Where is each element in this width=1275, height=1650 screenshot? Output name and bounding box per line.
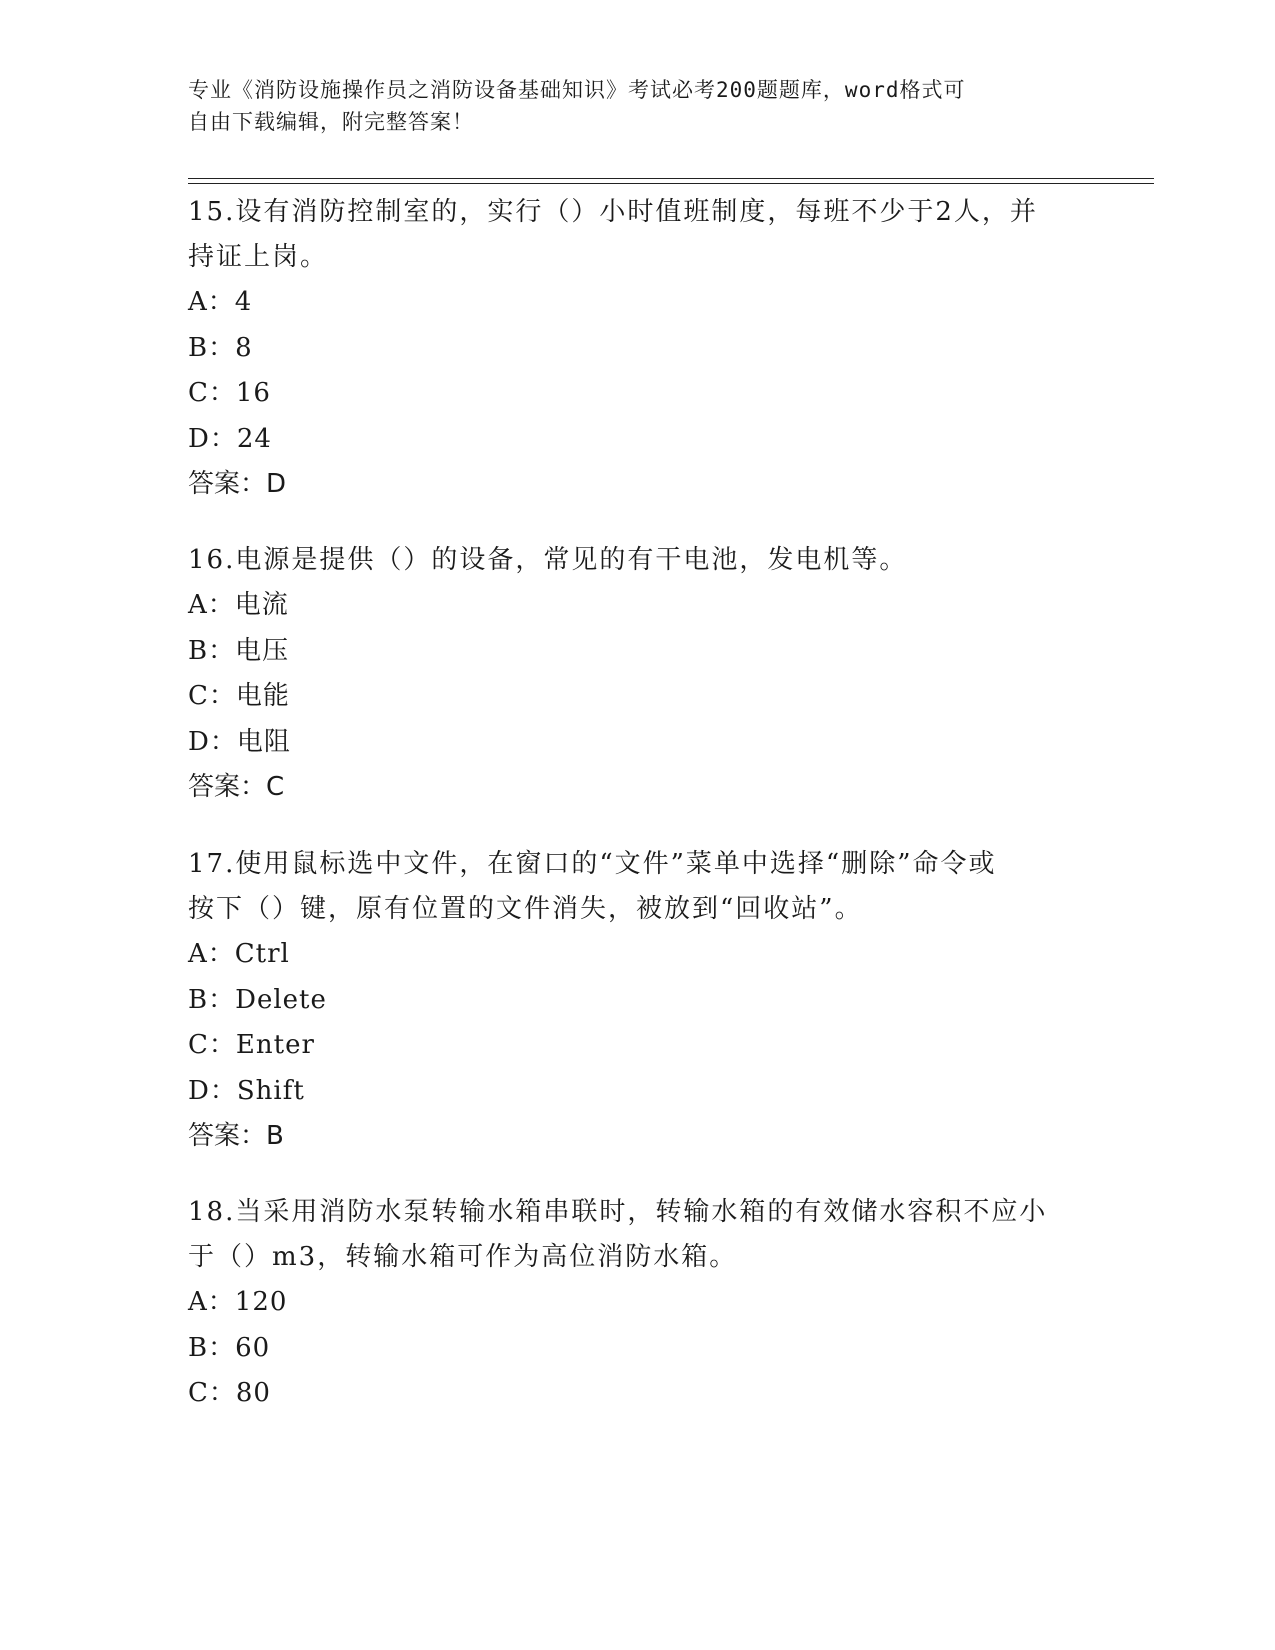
answer-label: 答案：B: [188, 1121, 284, 1151]
option-a: A：120: [188, 1287, 288, 1317]
answer-label: 答案：D: [188, 469, 287, 499]
option-d: D：Shift: [188, 1075, 305, 1106]
header-divider-bottom: [188, 183, 1154, 184]
option-b: B：60: [188, 1332, 271, 1363]
question-text: [188, 538, 1088, 583]
option-d: D：24: [188, 423, 272, 454]
header-divider-top: [188, 178, 1154, 179]
header-line-2: 自由下载编辑，附完整答案！: [188, 110, 474, 134]
option-c: C：16: [188, 378, 271, 408]
option-a: A：Ctrl: [188, 939, 290, 969]
option-c: C：80: [188, 1378, 271, 1408]
question-18: [188, 1190, 1088, 1417]
question-16: [188, 538, 1088, 810]
question-text: [188, 1190, 1088, 1280]
document-header: [188, 74, 1088, 138]
option-b: B：Delete: [188, 984, 327, 1015]
header-line-1: 专业《消防设施操作员之消防设备基础知识》考试必考200题题库，word格式可: [188, 78, 966, 102]
question-text: [188, 190, 1088, 280]
question-text-line: 16.电源是提供（）的设备，常见的有干电池，发电机等。: [188, 545, 908, 575]
answer-label: 答案：C: [188, 772, 285, 802]
question-text-line: 17.使用鼠标选中文件，在窗口的“文件”菜单中选择“删除”命令或: [188, 849, 997, 879]
option-b: B：电压: [188, 635, 290, 666]
option-b: B：8: [188, 332, 253, 363]
option-a: A：4: [188, 287, 253, 317]
option-a: A：电流: [188, 590, 289, 620]
question-text: [188, 842, 1088, 932]
question-17: [188, 842, 1088, 1159]
question-text-line: 15.设有消防控制室的，实行（）小时值班制度，每班不少于2人，并: [188, 197, 1038, 227]
question-text-line: 18.当采用消防水泵转输水箱串联时，转输水箱的有效储水容积不应小: [188, 1197, 1048, 1227]
option-c: C：电能: [188, 681, 290, 711]
option-d: D：电阻: [188, 726, 291, 757]
question-text-line: 于（）m3，转输水箱可作为高位消防水箱。: [188, 1242, 738, 1272]
question-15: [188, 190, 1088, 507]
option-c: C：Enter: [188, 1030, 315, 1060]
question-text-line: 持证上岗。: [188, 242, 329, 272]
question-text-line: 按下（）键，原有位置的文件消失，被放到“回收站”。: [188, 894, 863, 924]
